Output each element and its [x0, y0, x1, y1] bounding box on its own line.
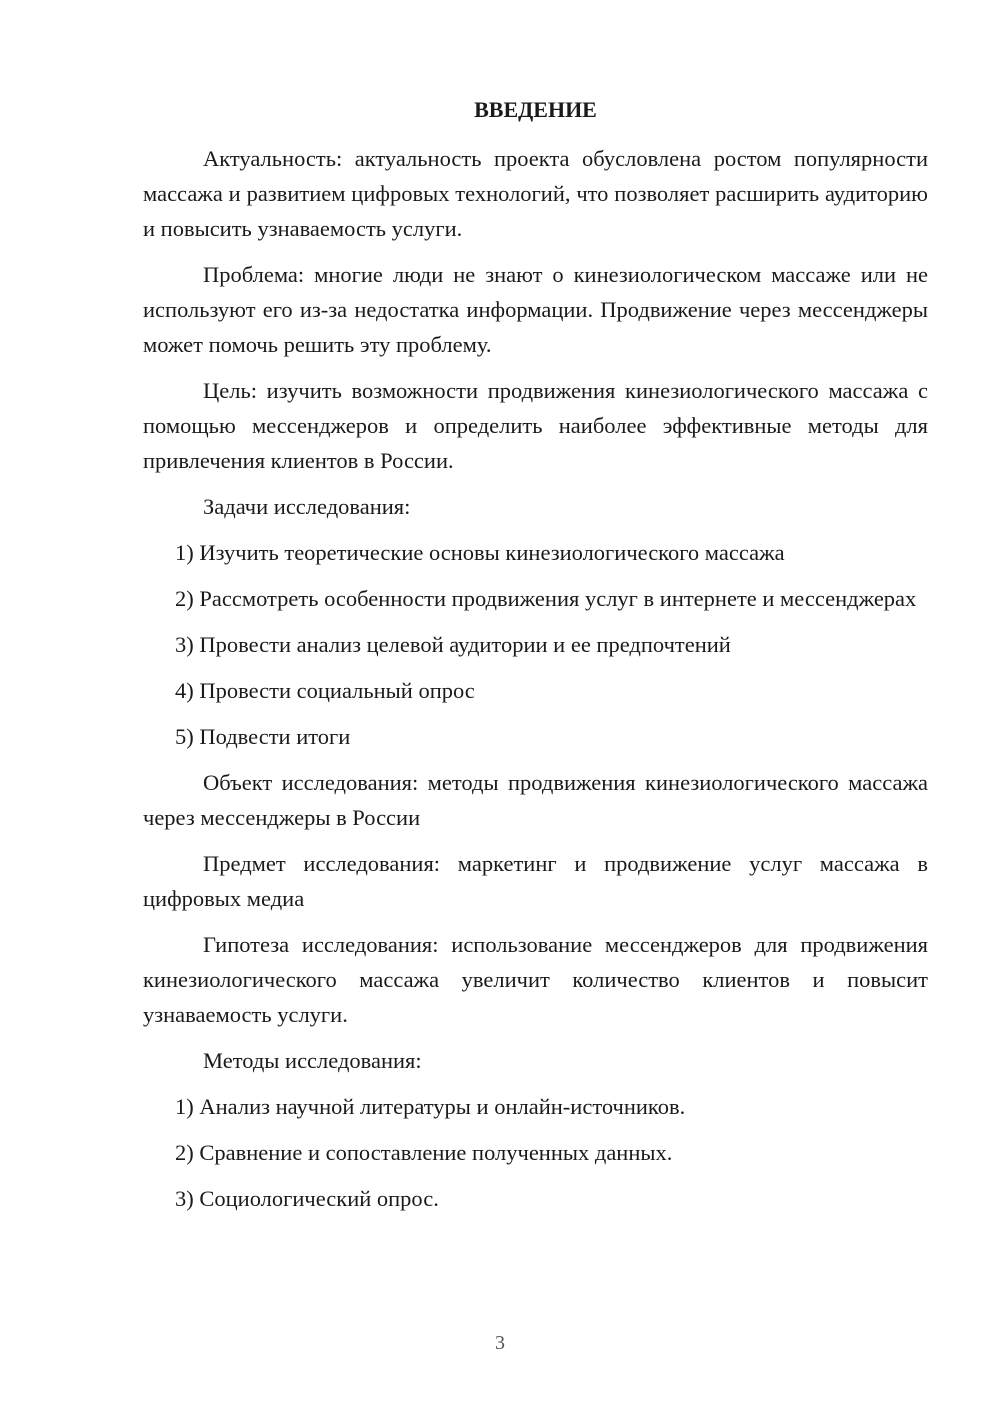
methods-heading: Методы исследования: [203, 1048, 422, 1073]
task-item-4: 4) Провести социальный опрос [175, 678, 475, 703]
section-title: ВВЕДЕНИЕ [474, 97, 597, 122]
task-item-1: 1) Изучить теоретические основы кинезиологического массажа [175, 540, 785, 565]
tasks-heading: Задачи исследования: [203, 494, 411, 519]
task-item-2: 2) Рассмотреть особенности продвижения услуг в интернете и мессенджерах [175, 586, 917, 611]
relevance-paragraph: Актуальность: актуальность проекта обусловлена ростом популярности массажа и развитием цифровых технологий, что позволяет расширить аудиторию и повысить узнаваемость услуги. [143, 146, 928, 241]
method-item-3: 3) Социологический опрос. [175, 1186, 439, 1211]
goal-paragraph: Цель: изучить возможности продвижения кинезиологического массажа с помощью мессенджеров и определить наиболее эффективные методы для привлечения клиентов в России. [143, 378, 928, 473]
subject-paragraph: Предмет исследования: маркетинг и продвижение услуг массажа в цифровых медиа [143, 851, 928, 911]
object-paragraph: Объект исследования: методы продвижения кинезиологического массажа через мессенджеры в России [143, 770, 928, 830]
method-item-1: 1) Анализ научной литературы и онлайн-источников. [175, 1094, 686, 1119]
task-item-3: 3) Провести анализ целевой аудитории и ее предпочтений [175, 632, 731, 657]
problem-paragraph: Проблема: многие люди не знают о кинезиологическом массаже или не используют его из-за недостатка информации. Продвижение через мессенджеры может помочь решить эту проблему. [143, 262, 928, 357]
method-item-2: 2) Сравнение и сопоставление полученных данных. [175, 1140, 673, 1165]
hypothesis-paragraph: Гипотеза исследования: использование мессенджеров для продвижения кинезиологического массажа увеличит количество клиентов и повысит узнаваемость услуги. [143, 932, 928, 1027]
document-page [143, 90, 928, 1227]
page-number: 3 [495, 1332, 505, 1354]
task-item-5: 5) Подвести итоги [175, 724, 351, 749]
